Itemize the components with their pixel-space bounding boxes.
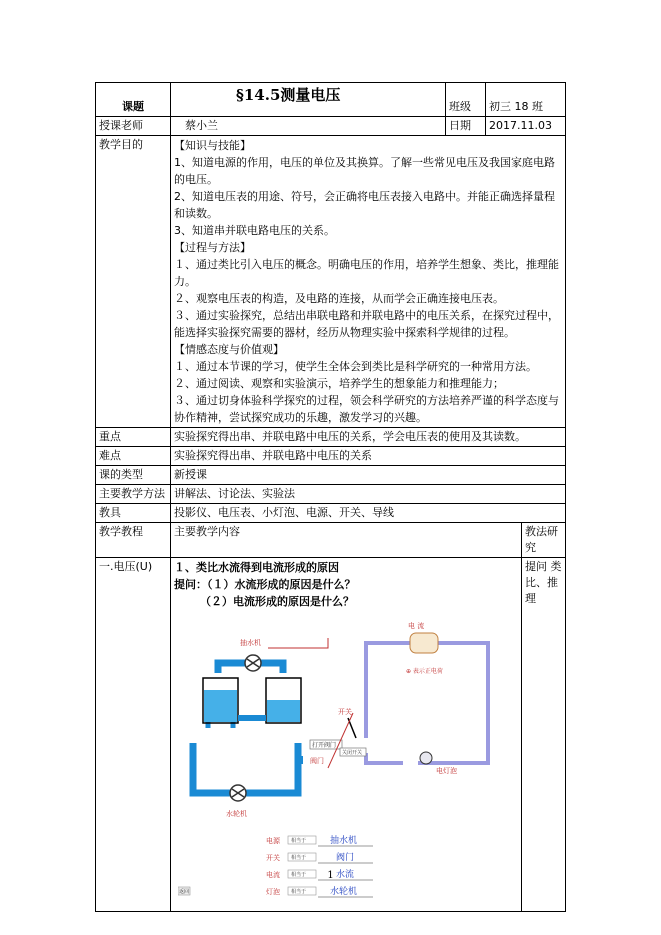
process-col1: 教学教程: [96, 523, 171, 558]
lesson-title-cell: [171, 83, 446, 117]
match-left: 电源: [266, 837, 280, 845]
open-valve-text: 打开阀门: [312, 742, 337, 749]
key-point-value: 实验探究得出串、并联电路中电压的关系，学会电压表的使用及其读数。: [171, 428, 566, 447]
objective-item: ２、观察电压表的构造，及电路的连接，从而学会正确连接电压表。: [174, 292, 504, 305]
analogy-match-panel: [178, 833, 498, 905]
circuit-wire: [366, 643, 488, 763]
panel-return-text: 返回: [179, 889, 190, 895]
objectives-label: 教学目的: [96, 136, 171, 428]
methods-row: [96, 485, 566, 504]
valve-icon: [295, 756, 303, 764]
process-col2: 主要教学内容: [171, 523, 522, 558]
tools-value: 投影仪、电压表、小灯泡、电源、开关、导线: [171, 504, 566, 523]
objective-heading: 【情感态度与价值观】: [174, 343, 284, 356]
objective-item: 3、知道串并联电路电压的关系。: [174, 224, 335, 237]
objective-heading: 【过程与方法】: [174, 241, 251, 254]
match-mid: 相当于: [291, 872, 307, 878]
lesson-plan-table: [95, 82, 566, 912]
water-left: [204, 690, 237, 722]
bulb-label: 电灯泡: [436, 767, 457, 775]
key-point-row: [96, 428, 566, 447]
match-right: 阀门: [336, 853, 355, 863]
match-left: 灯泡: [266, 888, 280, 896]
teacher-value: 蔡小兰: [171, 117, 446, 136]
question-1: [174, 576, 518, 593]
methods-value: 讲解法、讨论法、实验法: [171, 485, 566, 504]
title-row: [96, 83, 566, 117]
switch-label: 开关: [338, 708, 352, 716]
tools-row: [96, 504, 566, 523]
objective-item: ３、通过切身体验科学探究的过程，领会科学研究的方法培养严谨的科学态度与协作精神，尝试探究成功的乐趣，激发学习的兴趣。: [174, 394, 559, 424]
positive-charge-label: ⊕ 表示正电荷: [406, 668, 443, 675]
process-method: 提问 类比、推理: [522, 558, 566, 912]
methods-label: 主要教学方法: [96, 485, 171, 504]
objective-item: ２、通过阅读、观察和实验演示，培养学生的想象能力和推理能力；: [174, 377, 504, 390]
page-number: 1: [327, 870, 334, 881]
objective-heading: 【知识与技能】: [174, 139, 251, 152]
analogy-figure: [178, 618, 518, 910]
question-2: （２）电流形成的原因是什么？: [200, 595, 354, 608]
date-value: 2017.11.03: [486, 117, 566, 136]
process-header-row: [96, 523, 566, 558]
class-value: 初三 18 班: [486, 83, 566, 117]
objective-item: 1、知道电源的作用，电压的单位及其换算。了解一些常见电压及我国家庭电路的电压。: [174, 156, 555, 186]
tools-label: 教具: [96, 504, 171, 523]
lesson-type-row: [96, 466, 566, 485]
objective-item: １、通过本节课的学习，使学生全体会到类比是科学研究的一种常用方法。: [174, 360, 537, 373]
lesson-type-label: 课的类型: [96, 466, 171, 485]
question-1-text: （１）水流形成的原因是什么？: [207, 578, 356, 591]
close-switch-text: 关闭开关: [342, 750, 363, 756]
difficulty-row: [96, 447, 566, 466]
circuit-wire: [366, 753, 403, 763]
objective-item: １、通过类比引入电压的概念。明确电压的作用，培养学生想象、类比，推理能力。: [174, 258, 559, 288]
objective-item: ３、通过实验探究，总结出串联电路和并联电路中的电压关系，在探究过程中，能选择实验探究需要的器材，经历从物理实验中探索科学规律的过程。: [174, 309, 559, 339]
water-pipe: [218, 663, 246, 673]
match-right: 抽水机: [330, 836, 358, 846]
match-right: 水轮机: [330, 887, 358, 897]
match-mid: 相当于: [291, 838, 307, 844]
content-heading: １、类比水流得到电流形成的原因: [174, 561, 339, 574]
teacher-label: 授课老师: [96, 117, 171, 136]
match-right: 水流: [336, 870, 355, 880]
process-row: [96, 558, 566, 912]
process-col3: 教法研究: [522, 523, 566, 558]
subject-label: 课题: [96, 83, 171, 117]
objectives-content: [171, 136, 566, 428]
water-pipe: [260, 663, 283, 673]
question-prefix: 提问：: [174, 578, 207, 591]
pump-arrow: [268, 638, 328, 648]
match-mid: 相当于: [291, 855, 307, 861]
match-left: 开关: [266, 854, 280, 862]
process-content: [171, 558, 522, 912]
turbine-label: 水轮机: [226, 810, 247, 818]
lesson-title: §14.5测量电压: [236, 86, 341, 104]
pump-label: 抽水机: [240, 639, 261, 647]
match-left: 电流: [266, 871, 280, 879]
difficulty-label: 难点: [96, 447, 171, 466]
battery-icon: [410, 633, 438, 653]
match-mid: 相当于: [291, 889, 307, 895]
teacher-row: [96, 117, 566, 136]
process-stage: 一.电压(U): [96, 558, 171, 912]
difficulty-value: 实验探究得出串、并联电路中电压的关系: [171, 447, 566, 466]
water-pipe: [193, 743, 298, 793]
current-label: 电 流: [408, 622, 425, 630]
objectives-row: [96, 136, 566, 428]
valve-label: 阀门: [310, 757, 324, 765]
objective-item: 2、知道电压表的用途、符号，会正确将电压表接入电路中。并能正确选择量程和读数。: [174, 190, 555, 220]
water-right: [267, 700, 300, 722]
class-label: 班级: [446, 83, 486, 117]
lesson-type-value: 新授课: [171, 466, 566, 485]
bulb-icon: [420, 752, 432, 764]
key-point-label: 重点: [96, 428, 171, 447]
water-circuit-analogy-svg: [178, 618, 498, 828]
date-label: 日期: [446, 117, 486, 136]
